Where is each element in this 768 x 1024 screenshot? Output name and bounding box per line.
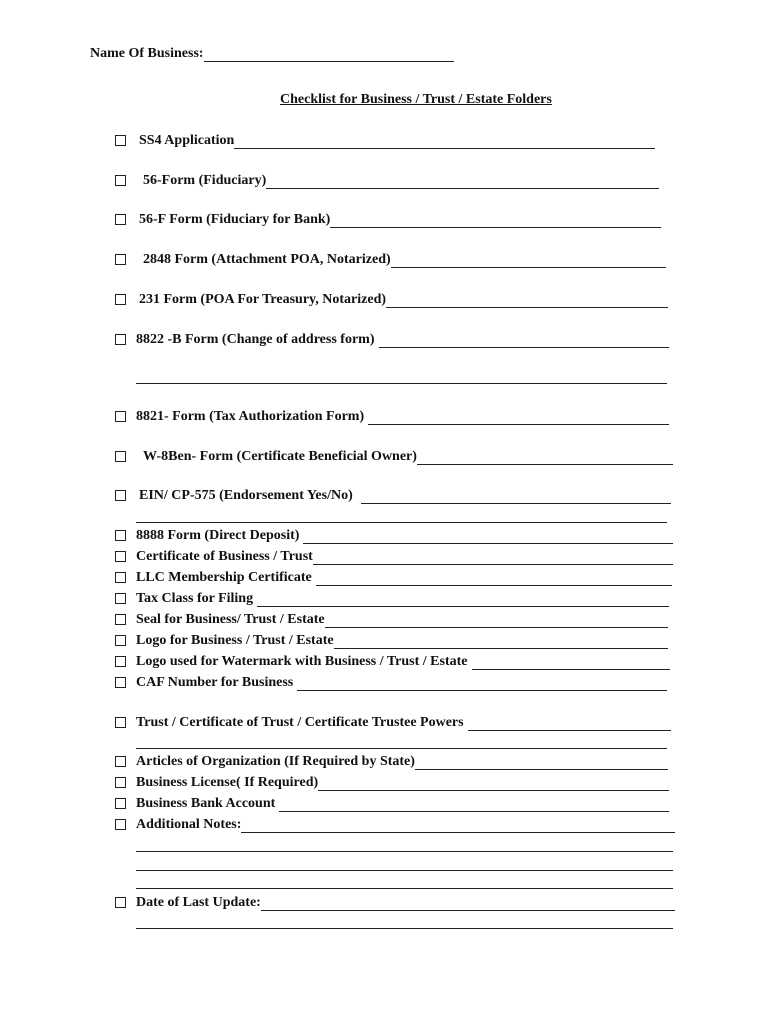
item-blank[interactable] — [391, 253, 666, 268]
checkbox-logo-watermark[interactable] — [115, 656, 126, 667]
notes-line[interactable] — [136, 888, 673, 889]
checkbox-certificate-of-business[interactable] — [115, 551, 126, 562]
item-blank[interactable] — [368, 410, 669, 425]
checkbox-additional-notes[interactable] — [115, 819, 126, 830]
checkbox-w8ben-form[interactable] — [115, 451, 126, 462]
item-label: Business License( If Required) — [136, 775, 319, 790]
page-title: Checklist for Business / Trust / Estate Folders — [280, 92, 552, 107]
item-blank[interactable] — [472, 655, 670, 670]
business-name-blank[interactable] — [204, 47, 454, 62]
item-blank[interactable] — [257, 592, 669, 607]
item-231-form — [139, 292, 668, 308]
item-label: EIN/ CP-575 (Endorsement Yes/No) — [139, 488, 353, 503]
item-56f-form — [139, 212, 661, 228]
item-label: W-8Ben- Form (Certificate Beneficial Owner) — [143, 449, 417, 464]
checkbox-ss4[interactable] — [115, 135, 126, 146]
item-blank[interactable] — [468, 716, 671, 731]
item-seal — [136, 612, 668, 628]
checkbox-articles-of-organization[interactable] — [115, 756, 126, 767]
item-blank[interactable] — [361, 489, 671, 504]
item-label: 2848 Form (Attachment POA, Notarized) — [143, 252, 391, 267]
item-llc-membership — [136, 570, 672, 586]
checkbox-56-form[interactable] — [115, 175, 126, 186]
item-56-form — [143, 173, 659, 189]
checkbox-56f-form[interactable] — [115, 214, 126, 225]
checkbox-caf-number[interactable] — [115, 677, 126, 688]
item-label: Business Bank Account — [136, 796, 276, 811]
item-blank[interactable] — [318, 776, 669, 791]
item-blank[interactable] — [266, 174, 659, 189]
checkbox-trust-certificate[interactable] — [115, 717, 126, 728]
item-blank[interactable] — [297, 676, 667, 691]
checkbox-seal[interactable] — [115, 614, 126, 625]
item-label: LLC Membership Certificate — [136, 570, 312, 585]
item-blank[interactable] — [261, 896, 675, 911]
checkbox-business-license[interactable] — [115, 777, 126, 788]
continuation-line[interactable] — [136, 522, 667, 523]
continuation-line[interactable] — [136, 748, 667, 749]
item-additional-notes — [136, 817, 675, 833]
item-logo-watermark — [136, 654, 670, 670]
item-business-bank-account — [136, 796, 669, 812]
item-articles-of-organization — [136, 754, 668, 770]
item-label: Logo used for Watermark with Business / Trust / Estate — [136, 654, 468, 669]
notes-line[interactable] — [136, 870, 673, 871]
item-w8ben-form — [143, 449, 673, 465]
item-certificate-of-business — [136, 549, 673, 565]
item-blank[interactable] — [379, 333, 669, 348]
item-business-license — [136, 775, 669, 791]
item-blank[interactable] — [334, 634, 668, 649]
business-name-field — [90, 46, 454, 62]
item-label: 56-F Form (Fiduciary for Bank) — [139, 212, 331, 227]
notes-line[interactable] — [136, 851, 673, 852]
item-blank[interactable] — [303, 529, 673, 544]
business-name-label: Name Of Business: — [90, 46, 204, 61]
item-blank[interactable] — [415, 755, 668, 770]
item-label: 56-Form (Fiduciary) — [143, 173, 267, 188]
item-label: Logo for Business / Trust / Estate — [136, 633, 334, 648]
checkbox-date-of-last-update[interactable] — [115, 897, 126, 908]
item-label: Tax Class for Filing — [136, 591, 254, 606]
item-blank[interactable] — [386, 293, 668, 308]
item-blank[interactable] — [330, 213, 661, 228]
continuation-line[interactable] — [136, 383, 667, 384]
checkbox-ein-cp575[interactable] — [115, 490, 126, 501]
item-label: CAF Number for Business — [136, 675, 294, 690]
item-ss4 — [139, 133, 655, 149]
item-ein-cp575 — [139, 488, 671, 504]
item-blank[interactable] — [417, 450, 673, 465]
item-label: Articles of Organization (If Required by State) — [136, 754, 415, 769]
item-date-of-last-update — [136, 895, 675, 911]
item-label: 8888 Form (Direct Deposit) — [136, 528, 300, 543]
item-caf-number — [136, 675, 667, 691]
checkbox-llc-membership[interactable] — [115, 572, 126, 583]
item-label: SS4 Application — [139, 133, 235, 148]
item-label: 231 Form (POA For Treasury, Notarized) — [139, 292, 387, 307]
item-blank[interactable] — [325, 613, 668, 628]
item-tax-class — [136, 591, 669, 607]
checkbox-8821-form[interactable] — [115, 411, 126, 422]
item-label: 8822 -B Form (Change of address form) — [136, 332, 375, 347]
item-label: Date of Last Update: — [136, 895, 261, 910]
item-blank[interactable] — [234, 134, 655, 149]
item-label: Certificate of Business / Trust — [136, 549, 313, 564]
item-blank[interactable] — [241, 818, 675, 833]
checkbox-231-form[interactable] — [115, 294, 126, 305]
checkbox-tax-class[interactable] — [115, 593, 126, 604]
checkbox-business-bank-account[interactable] — [115, 798, 126, 809]
checkbox-2848-form[interactable] — [115, 254, 126, 265]
item-8822b-form — [136, 332, 669, 348]
item-logo — [136, 633, 668, 649]
item-label: Additional Notes: — [136, 817, 242, 832]
item-label: Trust / Certificate of Trust / Certificate Trustee Powers — [136, 715, 464, 730]
item-blank[interactable] — [279, 797, 669, 812]
checkbox-8822b-form[interactable] — [115, 334, 126, 345]
item-8888-form — [136, 528, 673, 544]
item-2848-form — [143, 252, 666, 268]
checkbox-logo[interactable] — [115, 635, 126, 646]
continuation-line[interactable] — [136, 928, 673, 929]
checkbox-8888-form[interactable] — [115, 530, 126, 541]
item-blank[interactable] — [316, 571, 672, 586]
item-label: 8821- Form (Tax Authorization Form) — [136, 409, 365, 424]
item-label: Seal for Business/ Trust / Estate — [136, 612, 325, 627]
item-blank[interactable] — [313, 550, 673, 565]
item-8821-form — [136, 409, 669, 425]
item-trust-certificate — [136, 715, 671, 731]
